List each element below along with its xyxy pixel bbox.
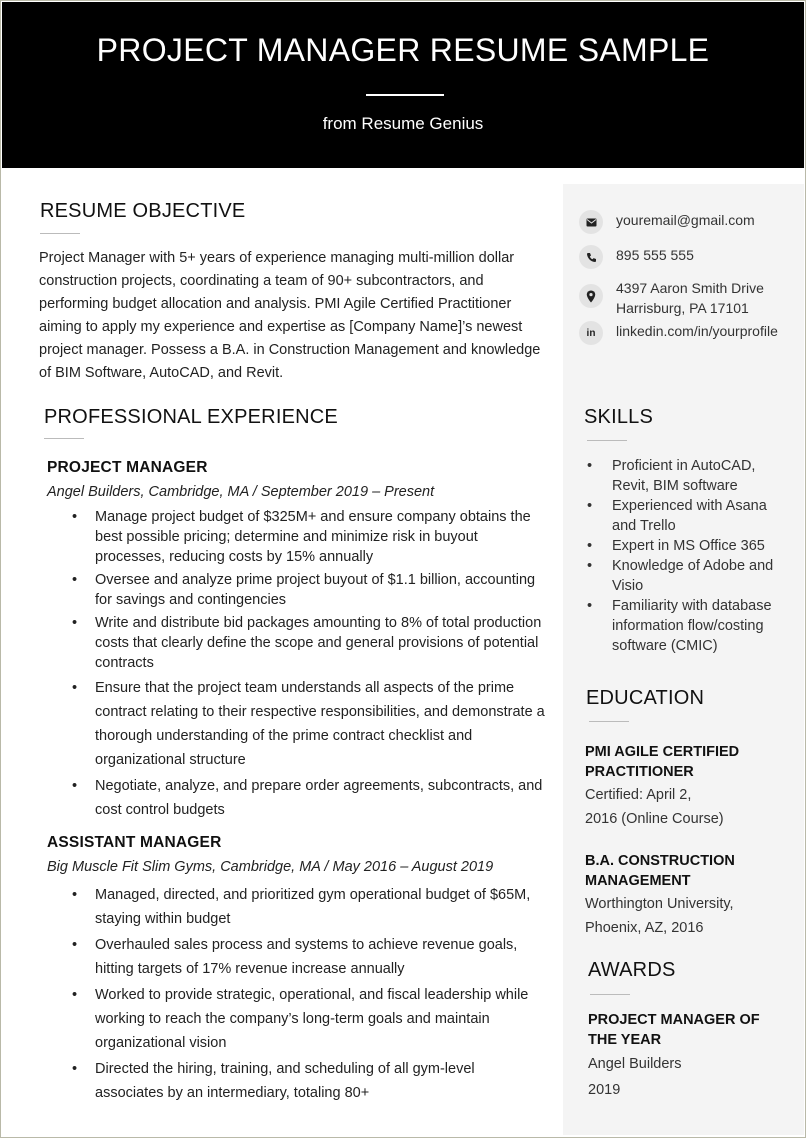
- experience-divider: [44, 438, 84, 439]
- list-item: • Familiarity with database information flow/costing software (CMIC): [584, 596, 794, 656]
- awards-divider: [590, 994, 630, 995]
- list-item: • Manage project budget of $325M+ and ensure company obtains the best possible pricing; determine and minimize risk in buyout processes, reducing costs by 15% annually: [47, 507, 547, 567]
- education-line-2a: Worthington University,: [585, 896, 734, 912]
- education-heading: EDUCATION: [586, 687, 705, 709]
- experience-heading: PROFESSIONAL EXPERIENCE: [44, 406, 338, 428]
- education-line-2b: Phoenix, AZ, 2016: [585, 920, 704, 936]
- award-line-1b: 2019: [588, 1082, 621, 1098]
- location-pin-icon: [579, 284, 603, 308]
- skills-list: [584, 456, 794, 656]
- linkedin-text[interactable]: linkedin.com/in/yourprofile: [616, 323, 778, 339]
- page-subtitle: from Resume Genius: [322, 114, 484, 133]
- job-title-1: PROJECT MANAGER: [47, 459, 208, 476]
- list-item: • Negotiate, analyze, and prepare order agreements, subcontracts, and cost control budgets: [47, 774, 547, 822]
- contact-address: [579, 278, 764, 318]
- education-line-1b: 2016 (Online Course): [585, 811, 724, 827]
- address-text: [616, 278, 764, 318]
- address-line-2: Harrisburg, PA 17101: [616, 300, 749, 316]
- list-item: • Worked to provide strategic, operational, and fiscal leadership while working to reach the company’s long-term goals and maintain organizational vision: [47, 983, 547, 1055]
- contact-email[interactable]: [579, 210, 755, 234]
- list-item: • Knowledge of Adobe and Visio: [584, 556, 794, 596]
- award-line-1a: Angel Builders: [588, 1056, 682, 1072]
- contact-phone[interactable]: [579, 245, 694, 269]
- list-item: • Proficient in AutoCAD, Revit, BIM software: [584, 456, 794, 496]
- awards-heading: AWARDS: [588, 959, 676, 981]
- list-item: • Managed, directed, and prioritized gym operational budget of $65M, staying within budget: [47, 883, 547, 931]
- phone-icon: [579, 245, 603, 269]
- job-title-2: ASSISTANT MANAGER: [47, 834, 222, 851]
- list-item: • Write and distribute bid packages amounting to 8% of total production costs that clearly define the scope and general provisions of potential contracts: [47, 613, 547, 673]
- header-banner: [2, 2, 804, 168]
- email-text[interactable]: youremail@gmail.com: [616, 212, 755, 228]
- linkedin-icon: in: [579, 321, 603, 345]
- phone-text[interactable]: 895 555 555: [616, 247, 694, 263]
- list-item: • Experienced with Asana and Trello: [584, 496, 794, 536]
- job-bullets-1: [47, 507, 547, 822]
- list-item: • Overhauled sales process and systems to achieve revenue goals, hitting targets of 17% revenue increase annually: [47, 933, 547, 981]
- address-line-1: 4397 Aaron Smith Drive: [616, 280, 764, 296]
- job-meta-1: Angel Builders, Cambridge, MA / September 2019 – Present: [47, 484, 435, 500]
- contact-linkedin[interactable]: [579, 321, 778, 345]
- objective-text: Project Manager with 5+ years of experience managing multi-million dollar construction projects, coordinating a team of 90+ subcontractors, and performing budget allocation and analysis. PMI Agile Certified Practitioner aiming to apply my experience and expertise as [Company Name]’s newest project manager. Possess a B.A. in Construction Management and knowledge of BIM Software, AutoCAD, and Revit.: [39, 250, 541, 381]
- education-name-1: PMI AGILE CERTIFIED PRACTITIONER: [585, 744, 740, 780]
- list-item: • Expert in MS Office 365: [584, 536, 794, 556]
- list-item: • Oversee and analyze prime project buyout of $1.1 billion, accounting for savings and contingencies: [47, 570, 547, 610]
- award-name-1: PROJECT MANAGER OF THE YEAR: [588, 1012, 760, 1048]
- job-bullets-2: [47, 883, 547, 1105]
- list-item: • Directed the hiring, training, and scheduling of all gym-level associates by an intermediary, totaling 80+: [47, 1057, 547, 1105]
- education-name-2: B.A. CONSTRUCTION MANAGEMENT: [585, 853, 735, 889]
- objective-divider: [40, 233, 80, 234]
- education-divider: [589, 721, 629, 722]
- job-meta-2: Big Muscle Fit Slim Gyms, Cambridge, MA / May 2016 – August 2019: [47, 859, 494, 875]
- mail-icon: [579, 210, 603, 234]
- objective-heading: RESUME OBJECTIVE: [40, 200, 246, 222]
- skills-heading: SKILLS: [584, 406, 654, 428]
- page-title: PROJECT MANAGER RESUME SAMPLE: [96, 32, 710, 68]
- education-line-1a: Certified: April 2,: [585, 787, 692, 803]
- skills-divider: [587, 440, 627, 441]
- title-divider: [366, 94, 444, 96]
- list-item: • Ensure that the project team understands all aspects of the prime contract relating to their respective responsibilities, and demonstrate a thorough understanding of the prime contract checklist and organizational structure: [47, 676, 547, 772]
